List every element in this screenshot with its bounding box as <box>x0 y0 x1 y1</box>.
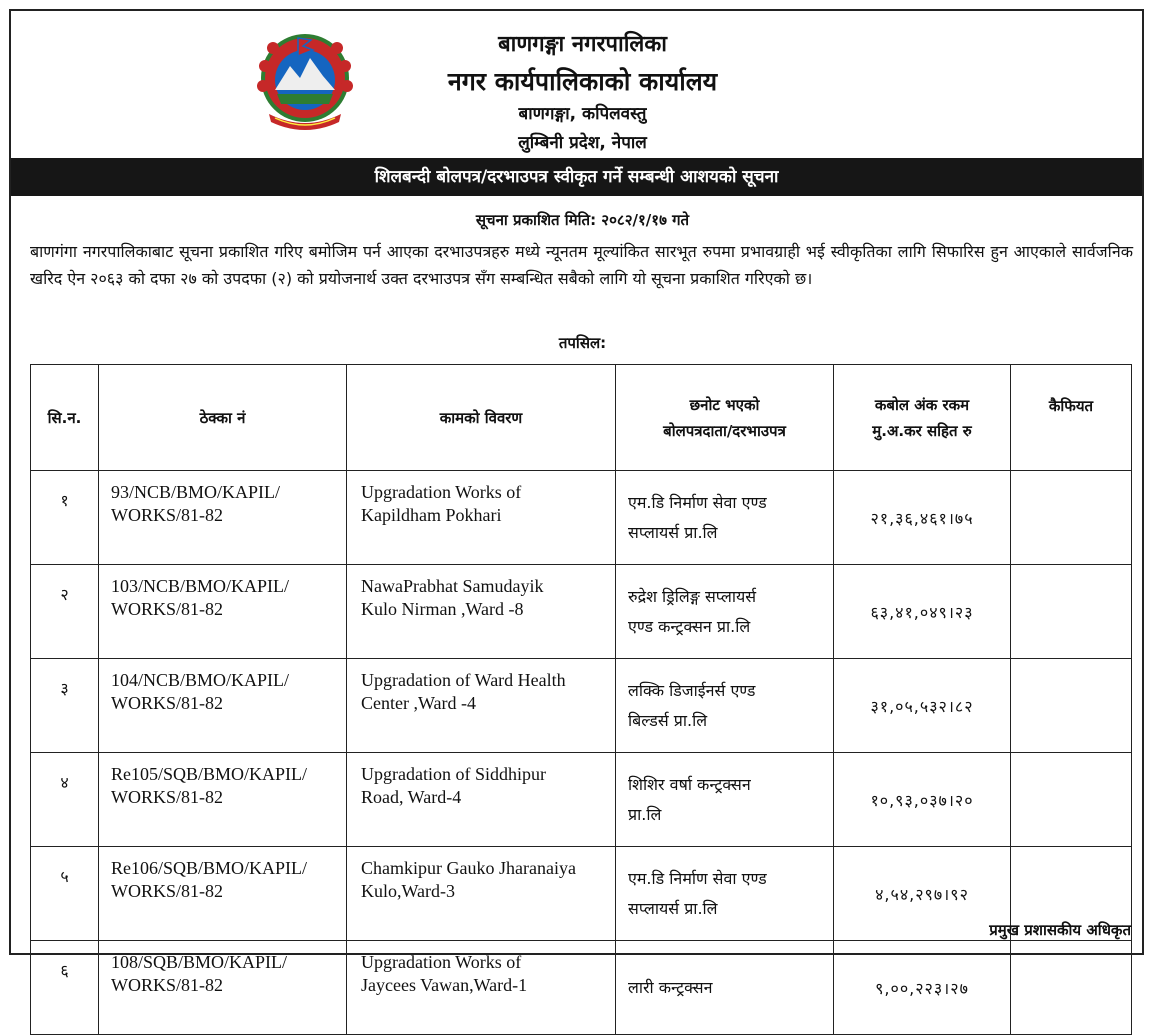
col-header-remarks: कैफियत <box>1011 365 1132 471</box>
cell-contract-line1: 103/NCB/BMO/KAPIL/ <box>111 576 290 596</box>
col-header-amount-line1: कबोल अंक रकम <box>874 395 970 414</box>
cell-bidder-line2: बिल्डर्स प्रा.लि <box>628 710 708 730</box>
cell-bidder <box>616 941 834 1035</box>
cell-contract-line2: WORKS/81-82 <box>111 599 223 619</box>
col-header-sn: सि.न. <box>31 365 99 471</box>
office-name: नगर कार्यपालिकाको कार्यालय <box>447 67 718 96</box>
table-row <box>31 565 1132 659</box>
cell-contract-no <box>99 565 347 659</box>
cell-contract-line1: 93/NCB/BMO/KAPIL/ <box>111 482 281 502</box>
cell-amount: ६३,४१,०४९।२३ <box>834 565 1011 659</box>
cell-amount: ३१,०५,५३२।८२ <box>834 659 1011 753</box>
col-header-bidder-line1: छनोट भएको <box>689 395 760 414</box>
cell-sn: ६ <box>31 941 99 1035</box>
cell-remarks <box>1011 659 1132 753</box>
cell-bidder-line2: सप्लायर्स प्रा.लि <box>628 522 718 542</box>
notice-body: बाणगंगा नगरपालिकाबाट सूचना प्रकाशित गरिए बमोजिम पर्न आएका दरभाउपत्रहरु मध्ये न्यूनतम मूल्यांकित सारभूत रुपमा प्रभावग्राही भई स्वीकृतिका लागि सिफारिस हुन आएकाले सार्वजनिक खरिद ऐन २०६३ को दफा २७ को उपदफा (२) को प्रयोजनार्थ उक्त दरभाउपत्र सँग सम्बन्धित सबैको लागि यो सूचना प्रकाशित गरिएको छ। <box>30 242 1133 288</box>
cell-contract-line1: 104/NCB/BMO/KAPIL/ <box>111 670 290 690</box>
cell-work-desc <box>347 941 616 1035</box>
cell-sn: ३ <box>31 659 99 753</box>
cell-bidder <box>616 659 834 753</box>
cell-bidder-line1: लक्कि डिजाईनर्स एण्ड <box>628 680 756 700</box>
cell-remarks <box>1011 753 1132 847</box>
cell-contract-line2: WORKS/81-82 <box>111 881 223 901</box>
cell-work-line1: Upgradation Works of <box>361 952 522 972</box>
col-header-bidder-line2: बोलपत्रदाता/दरभाउपत्र <box>663 421 786 440</box>
cell-amount: ९,००,२२३।२७ <box>834 941 1011 1035</box>
cell-bidder-line1: रुद्रेश ड्रिलिङ्ग सप्लायर्स <box>628 586 757 606</box>
cell-bidder-line1: लारी कन्ट्रक्सन <box>628 977 713 997</box>
cell-contract-line1: Re105/SQB/BMO/KAPIL/ <box>111 764 308 784</box>
org-name: बाणगङ्गा नगरपालिका <box>498 32 667 57</box>
table-row <box>31 941 1132 1035</box>
cell-bidder <box>616 847 834 941</box>
cell-bidder-line1: एम.डि निर्माण सेवा एण्ड <box>628 868 767 888</box>
col-header-amount-line2: मु.अ.कर सहित रु <box>872 421 972 440</box>
cell-contract-no <box>99 847 347 941</box>
cell-bidder-line2: एण्ड कन्ट्रक्सन प्रा.लि <box>628 616 751 636</box>
col-header-contract-no: ठेक्का नं <box>99 365 347 471</box>
cell-work-line1: Chamkipur Gauko Jharanaiya <box>361 858 576 878</box>
cell-contract-line1: 108/SQB/BMO/KAPIL/ <box>111 952 288 972</box>
cell-sn: ४ <box>31 753 99 847</box>
cell-bidder <box>616 565 834 659</box>
details-label: तपसिल: <box>558 334 607 352</box>
cell-contract-line2: WORKS/81-82 <box>111 787 223 807</box>
table-row <box>31 753 1132 847</box>
cell-amount: २१,३६,४६१।७५ <box>834 471 1011 565</box>
cell-contract-line1: Re106/SQB/BMO/KAPIL/ <box>111 858 308 878</box>
cell-bidder-line1: एम.डि निर्माण सेवा एण्ड <box>628 492 767 512</box>
cell-work-desc <box>347 753 616 847</box>
cell-contract-line2: WORKS/81-82 <box>111 975 223 995</box>
cell-amount: ४,५४,२९७।९२ <box>834 847 1011 941</box>
cell-contract-no <box>99 659 347 753</box>
cell-contract-no <box>99 471 347 565</box>
cell-contract-no <box>99 753 347 847</box>
cell-remarks <box>1011 941 1132 1035</box>
cell-contract-line2: WORKS/81-82 <box>111 693 223 713</box>
cell-work-line2: Jaycees Vawan,Ward-1 <box>361 975 528 995</box>
publish-date: सूचना प्रकाशित मिति: २०८२/१/१७ गते <box>475 211 690 229</box>
cell-remarks <box>1011 565 1132 659</box>
cell-remarks <box>1011 471 1132 565</box>
cell-sn: २ <box>31 565 99 659</box>
contracts-table <box>30 364 1132 1035</box>
signature-title: प्रमुख प्रशासकीय अधिकृत <box>989 921 1131 939</box>
cell-contract-line2: WORKS/81-82 <box>111 505 223 525</box>
notice-title: शिलबन्दी बोलपत्र/दरभाउपत्र स्वीकृत गर्ने सम्बन्धी आशयको सूचना <box>11 158 1142 196</box>
table-header-row <box>31 365 1132 471</box>
cell-work-line2: Road, Ward-4 <box>361 787 462 807</box>
cell-amount: १०,९३,०३७।२० <box>834 753 1011 847</box>
cell-bidder-line2: प्रा.लि <box>628 804 662 824</box>
col-header-amount <box>834 365 1011 471</box>
cell-work-line1: NawaPrabhat Samudayik <box>361 576 544 596</box>
cell-work-desc <box>347 659 616 753</box>
cell-work-desc <box>347 471 616 565</box>
cell-work-line2: Kulo Nirman ,Ward -8 <box>361 599 524 619</box>
cell-bidder-line2: सप्लायर्स प्रा.लि <box>628 898 718 918</box>
cell-work-line2: Kulo,Ward-3 <box>361 881 456 901</box>
cell-work-line1: Upgradation of Siddhipur <box>361 764 546 784</box>
table-row <box>31 471 1132 565</box>
cell-work-line2: Kapildham Pokhari <box>361 505 502 525</box>
cell-work-line1: Upgradation of Ward Health <box>361 670 566 690</box>
cell-sn: १ <box>31 471 99 565</box>
cell-work-desc <box>347 847 616 941</box>
cell-sn: ५ <box>31 847 99 941</box>
office-location: बाणगङ्गा, कपिलवस्तु <box>518 104 647 124</box>
cell-bidder <box>616 471 834 565</box>
cell-work-line1: Upgradation Works of <box>361 482 522 502</box>
cell-work-desc <box>347 565 616 659</box>
table-row <box>31 659 1132 753</box>
table-row <box>31 847 1132 941</box>
col-header-work-desc: कामको विवरण <box>347 365 616 471</box>
cell-bidder-line1: शिशिर वर्षा कन्ट्रक्सन <box>628 774 751 794</box>
cell-work-line2: Center ,Ward -4 <box>361 693 477 713</box>
col-header-bidder <box>616 365 834 471</box>
cell-bidder <box>616 753 834 847</box>
cell-contract-no <box>99 941 347 1035</box>
province-name: लुम्बिनी प्रदेश, नेपाल <box>518 133 647 153</box>
